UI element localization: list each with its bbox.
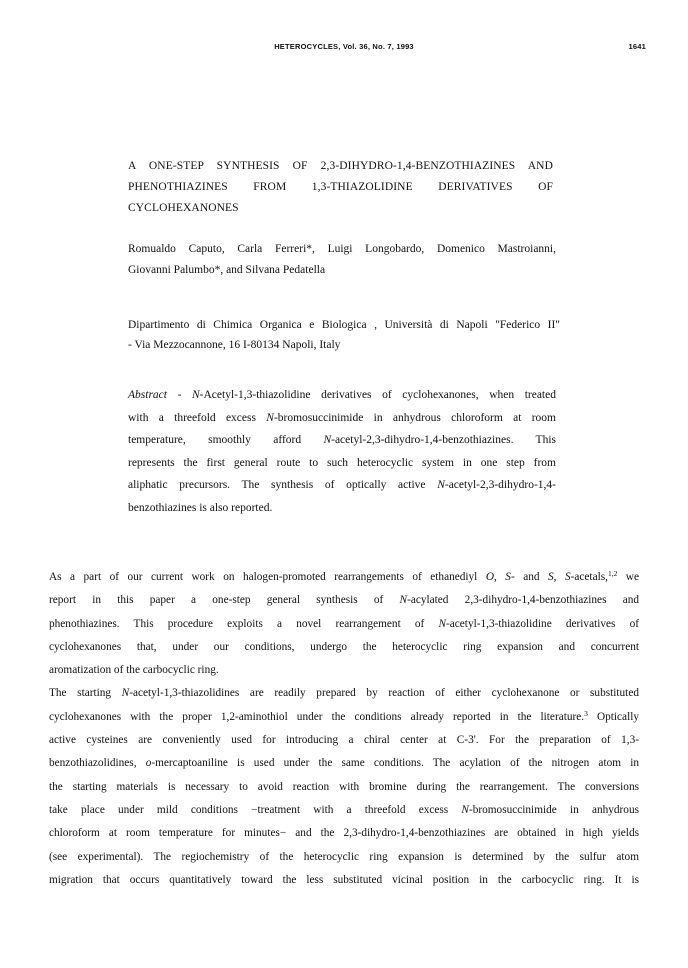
body-line: phenothiazines. This procedure exploits a novel rearrangement of N-acetyl-1,3-thiazolidine derivatives of bbox=[49, 617, 639, 630]
abstract-line: benzothiazines is also reported. bbox=[128, 501, 273, 514]
author-line: Giovanni Palumbo*, and Silvana Pedatella bbox=[128, 264, 326, 276]
abstract-line: temperature, smoothly afford N-acetyl-2,3-dihydro-1,4-benzothiazines. This bbox=[128, 434, 556, 447]
body-line: the starting materials is necessary to avoid reaction with bromine during the rearrangement. The conversions bbox=[49, 780, 639, 793]
body-line: migration that occurs quantitatively toward the less substituted vicinal position in the carbocyclic ring. It is bbox=[49, 873, 639, 886]
abstract bbox=[128, 384, 556, 520]
body-line: The starting N-acetyl-1,3-thiazolidines are readily prepared by reaction of either cyclohexanone or substituted bbox=[49, 687, 639, 700]
body-line: (see experimental). The regiochemistry of the heterocyclic ring expansion is determined by the sulfur atom bbox=[49, 850, 639, 863]
reference-superscript: 1,2 bbox=[607, 569, 618, 578]
body-line: As a part of our current work on halogen-promoted rearrangements of ethanediyl O, S- and S, S-acetals,$^{1,2}$ we bbox=[49, 569, 639, 583]
body-line: take place under mild conditions −treatment with a threefold excess N-bromosuccinimide in anhydrous bbox=[49, 803, 640, 816]
reference-superscript: 3 bbox=[584, 708, 588, 718]
body-line: active cysteines are conveniently used for introducing a chiral center at C-3'. For the preparation of 1,3- bbox=[49, 734, 639, 747]
affiliation-line: Dipartimento di Chimica Organica e Biologica , Università di Napoli "Federico II" bbox=[128, 319, 560, 331]
running-header bbox=[0, 42, 688, 56]
journal-citation: HETEROCYCLES, Vol. 36, No. 7, 1993 bbox=[274, 42, 414, 51]
article-title bbox=[128, 156, 553, 219]
body-line: report in this paper a one-step general synthesis of N-acylated 2,3-dihydro-1,4-benzothiazines and bbox=[49, 594, 639, 607]
body-line: cyclohexanones that, under our conditions, undergo the heterocyclic ring expansion and concurrent bbox=[49, 640, 639, 653]
page-number: 1641 bbox=[628, 42, 646, 51]
body-line: benzothiazolidines, o-mercaptoaniline is used under the same conditions. The acylation of the nitrogen atom in bbox=[49, 757, 639, 770]
body-line: aromatization of the carbocyclic ring. bbox=[49, 664, 219, 677]
author-line: Romualdo Caputo, Carla Ferreri*, Luigi Longobardo, Domenico Mastroianni, bbox=[128, 243, 556, 255]
title-line: CYCLOHEXANONES bbox=[128, 202, 239, 214]
abstract-line: Abstract - N-Acetyl-1,3-thiazolidine derivatives of cyclohexanones, when treated bbox=[128, 389, 556, 401]
abstract-line: represents the first general route to such heterocyclic system in one step from bbox=[128, 456, 556, 469]
body-line: cyclohexanones with the proper 1,2-aminothiol under the conditions already reported in the literature.$^3$ Optically bbox=[49, 708, 639, 723]
author-list bbox=[128, 239, 556, 281]
title-line: PHENOTHIAZINES FROM 1,3-THIAZOLIDINE DERIVATIVES OF bbox=[128, 181, 553, 193]
abstract-label: Abstract bbox=[128, 389, 167, 401]
abstract-line: with a threefold excess N-bromosuccinimide in anhydrous chloroform at room bbox=[128, 411, 556, 424]
abstract-line: aliphatic precursors. The synthesis of optically active N-acetyl-2,3-dihydro-1,4- bbox=[128, 479, 556, 492]
body-text bbox=[49, 566, 639, 892]
title-line: A ONE-STEP SYNTHESIS OF 2,3-DIHYDRO-1,4-BENZOTHIAZINES AND bbox=[128, 160, 553, 172]
affiliation bbox=[128, 315, 560, 355]
affiliation-line: - Via Mezzocannone, 16 I-80134 Napoli, Italy bbox=[128, 339, 341, 351]
body-line: chloroform at room temperature for minutes− and the 2,3-dihydro-1,4-benzothiazines are obtained in high yields bbox=[49, 827, 639, 840]
